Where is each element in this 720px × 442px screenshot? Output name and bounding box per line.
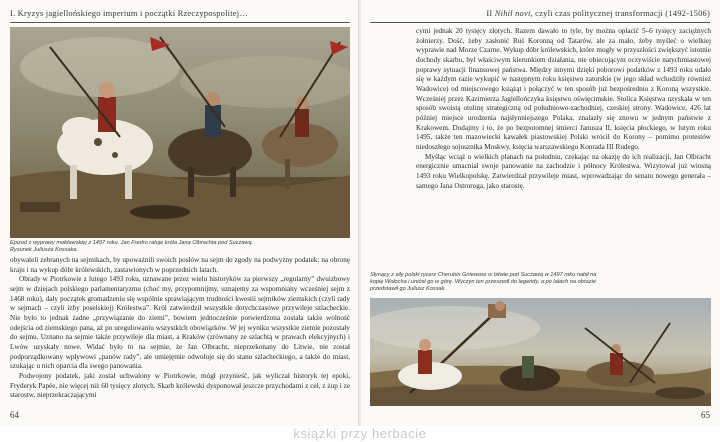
left-body-text xyxy=(10,256,350,406)
right-head-rest: , czyli czas politycznej transformacji (1492-1506) xyxy=(530,8,710,18)
left-running-head: I. Kryzys jagiellońskiego imperium i początki Rzeczypospolitej… xyxy=(10,8,249,18)
battle-painting-image xyxy=(10,27,350,238)
left-page xyxy=(0,0,359,426)
right-page xyxy=(361,0,720,426)
right-head-number: II xyxy=(486,8,495,18)
right-head-rule xyxy=(370,22,710,23)
left-painting xyxy=(10,27,350,238)
left-paragraph-3: Podwojony podatek, jaki został uchwalony w Piotrkowie, mógł przynieść, jak wyliczał historyk tej epoki, Fryderyk Papée, nie więcej niż 60 tysięcy złotych. Skarb królewski dysponował jeszcze przychodami z ceł, z żup i ze starostw, nieprzekraczającymi xyxy=(10,371,350,400)
right-painting xyxy=(370,298,711,406)
right-body-text xyxy=(416,27,711,273)
right-running-head xyxy=(486,8,710,18)
left-paragraph-1: obywateli zebranych na sejmikach, by upoważnili swoich posłów na sejm do zgody na podwyżny podatek: na obronę kraju i na wykup dóbr królewskich, zastawionych w poprzednich latach. xyxy=(10,256,350,274)
left-paragraph-2: Obrady w Piotrkowie z lutego 1493 roku, uznawane przez wielu historyków za pierwszy „regularny” dwuizbowy sejm w dziejach polskiego parlamentaryzmu (choć my, przypomnijmy, uznajemy za wspomniany wcześniej sejm z 1468 roku), dały początek gromadzeniu się wspólnie sprawiającym trudności kwestii sejmików ziemskich (czyli rady w sejmach – czyli izby poselskiej) Królestwa”. Król zatwierdził wszystkie dotychczasowe przywileje szlacheckie. Nie było to jednak żadne „przywiązanie do ziemi”, bowiem jednocześnie potwierdzona została także wolność odejścia od ziemskiego pana, aż po uregulowaniu wszystkich obowiązków. W jej wyniku wszystkie ziemie pozostały do sejmu. Uznano na sejmie także przywileje dla miast, a Kraków (zrównany ze szlachtą w prawach elekcyjnych) i Lwów uzyskały nowe. Widać było to na sejmie, że Jan Olbracht, nieprzekonany do Litwie, nie został podporządkowany wpływowi „panów rady”, ale umiejętnie odwołuje się do stanu szlacheckiego, a także do miast, szukając u nich oparcia dla swego panowania. xyxy=(10,275,350,371)
right-page-number: 65 xyxy=(701,410,710,420)
left-page-number: 64 xyxy=(10,410,19,420)
suczawa-battle-painting-image xyxy=(370,298,711,406)
right-paragraph-2: Myśląc wciąż o wielkich planach na południu, czekając na okazję do ich realizacji, Jan Olbracht energicznie umacniał swoje panowanie na zachodzie i północy Królestwa. Wizytował już wiosną 1493 roku Wielkopolskę. Zatwierdzał przywileje miast, wprowadzając do senatu nowego generała – samego Jana Ostroroga, jako starostę. xyxy=(416,152,711,190)
left-head-rule xyxy=(10,22,350,23)
right-caption: Słynący z siły polski rycerz Cherubin Gniewosz w bitwie pod Suczawą w 1497 roku nabił na kopię Wołocha i uniósł go w górę. Wyczyn ten przeszedł do legendy, a po latach na obrazie przedstawił go Juliusz Kossak. xyxy=(370,272,597,292)
right-paragraph-1: cymi jednak 20 tysięcy złotych. Razem dawało to tyle, by można opłacić 5–6 tysięcy zaciężnych żołnierzy. Dość, żeby zasłonić Ruś Koronną od Tatarów, ale za mało, żeby myśleć o wielkiej wyprawie nad Morze Czarne. Wykup dóbr królewskich, które mogły w przyszłości zwiększyć istotnie dochody skarbu, był właściwym kierunkiem działania, nie obiecującym oczywiście natychmiastowej poprawy sytuacji finansowej państwa. Między innymi dzięki poborowi podatków z 1493 roku udało się w każdym razie wykupić w następnym roku księstwo zatorskie (w jego skład wchodziły również Wadowice) od miejscowego książąt i połączyć w ten sposób już bezpośrednio z Koroną wszystkie. Wcześniej przez Kazimierza Jagiellończyka księstwo oświęcimskie. Stolica Księstwa uzyskała w ten sposób swoistą otulinę strategiczną od południowo-zachodniej, czeskiej strony. Wadowice, 426 lat później miejsce urodzenia najsłynniejszego Polaka, znalazły się znowu w jednym państwie z Krakowem. Dodajmy i to, że po bezpotomnej śmierci Janusza II, księcia płockiego, w lutym roku 1495, także ten mazowiecki kawałek piastowskiej Polski wrócił do Korony – pomimo protestów niedoszłego sojusznika Moskwy, księcia warszawskiego Konrada III Rudego. xyxy=(416,27,711,151)
left-caption: Epizod z wyprawy mołdawskiej z 1497 roku. Jan Fredro ratuje króla Jana Olbrachta pod Suczawą. Rysunek Juliusza Kossaka. xyxy=(10,240,254,253)
right-head-italic: Nihil novi xyxy=(494,8,531,18)
watermark: książki przy herbacie xyxy=(0,426,720,442)
